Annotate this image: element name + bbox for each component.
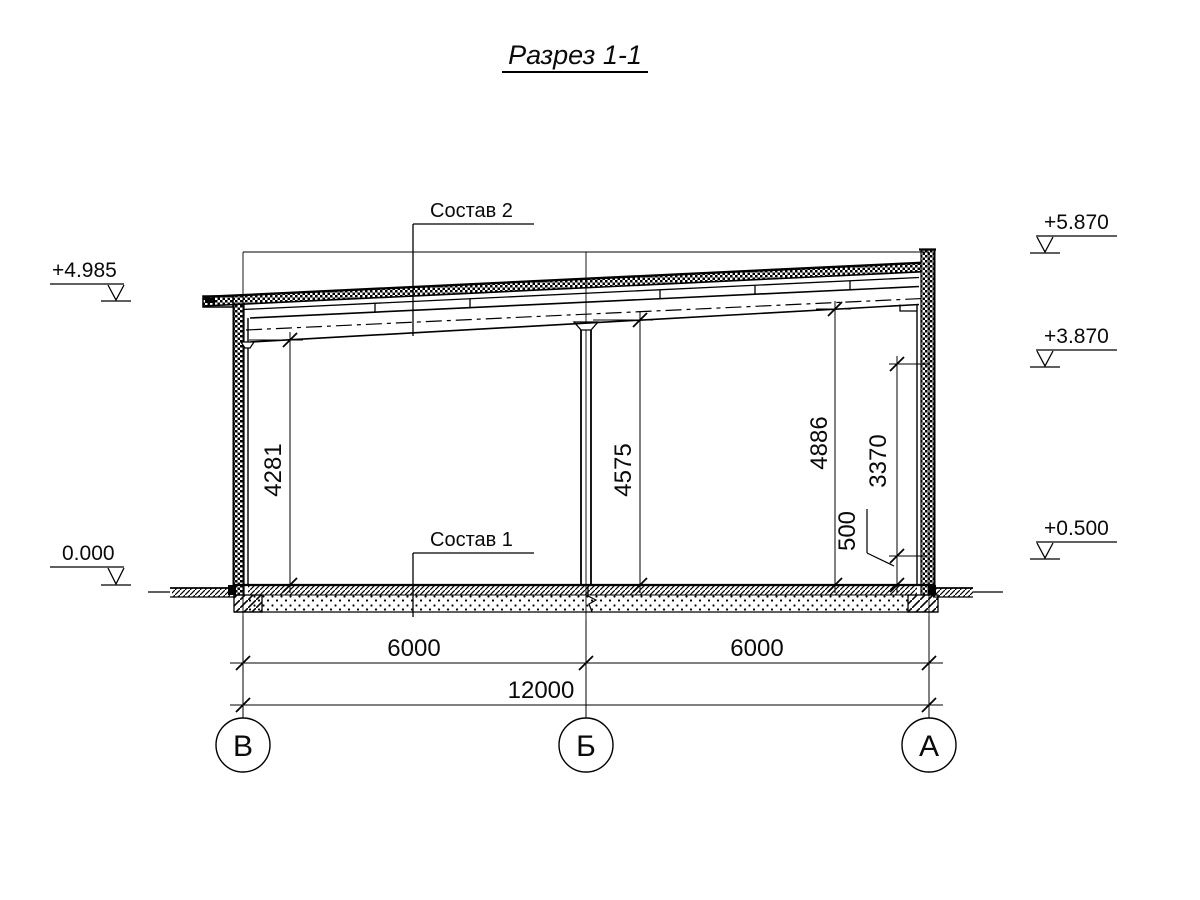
floor-base-fill	[248, 595, 908, 612]
dim-4886: 4886	[806, 416, 833, 470]
roof-assembly	[203, 263, 923, 348]
axis-bubbles	[216, 718, 956, 772]
elevation-right-parapet: +5.870	[1044, 211, 1109, 234]
left-grade	[148, 585, 236, 597]
dim-total: 12000	[507, 677, 575, 704]
axis-letter-v: В	[232, 730, 254, 763]
label-floor-composition: Состав 1	[430, 529, 513, 551]
horizontal-dimensions	[230, 616, 943, 718]
dim-span-right: 6000	[730, 635, 784, 662]
elevation-right-beam: +3.870	[1044, 325, 1109, 348]
callout-roof-composition	[413, 200, 534, 336]
right-wall	[900, 249, 936, 595]
axis-letter-a: А	[918, 730, 940, 763]
dim-4575: 4575	[610, 443, 637, 497]
axis-letter-b: Б	[576, 730, 596, 763]
dim-4281: 4281	[260, 443, 287, 497]
dim-500: 500	[834, 510, 861, 552]
right-grade	[928, 585, 1003, 597]
floor-assembly	[234, 585, 938, 612]
elevation-left-roof: +4.985	[52, 259, 117, 282]
dim-3370: 3370	[865, 434, 892, 488]
dim-span-left: 6000	[387, 635, 441, 662]
label-roof-composition: Состав 2	[430, 200, 513, 222]
beam-bottom-line	[250, 305, 919, 343]
left-footing	[234, 595, 262, 612]
elevation-left-zero: 0.000	[62, 542, 115, 565]
page-title: Разрез 1-1	[508, 40, 642, 70]
roof-insulation-hatch	[203, 263, 921, 306]
elevation-right-plinth: +0.500	[1044, 517, 1109, 540]
floor-screed-hatch	[248, 586, 917, 595]
